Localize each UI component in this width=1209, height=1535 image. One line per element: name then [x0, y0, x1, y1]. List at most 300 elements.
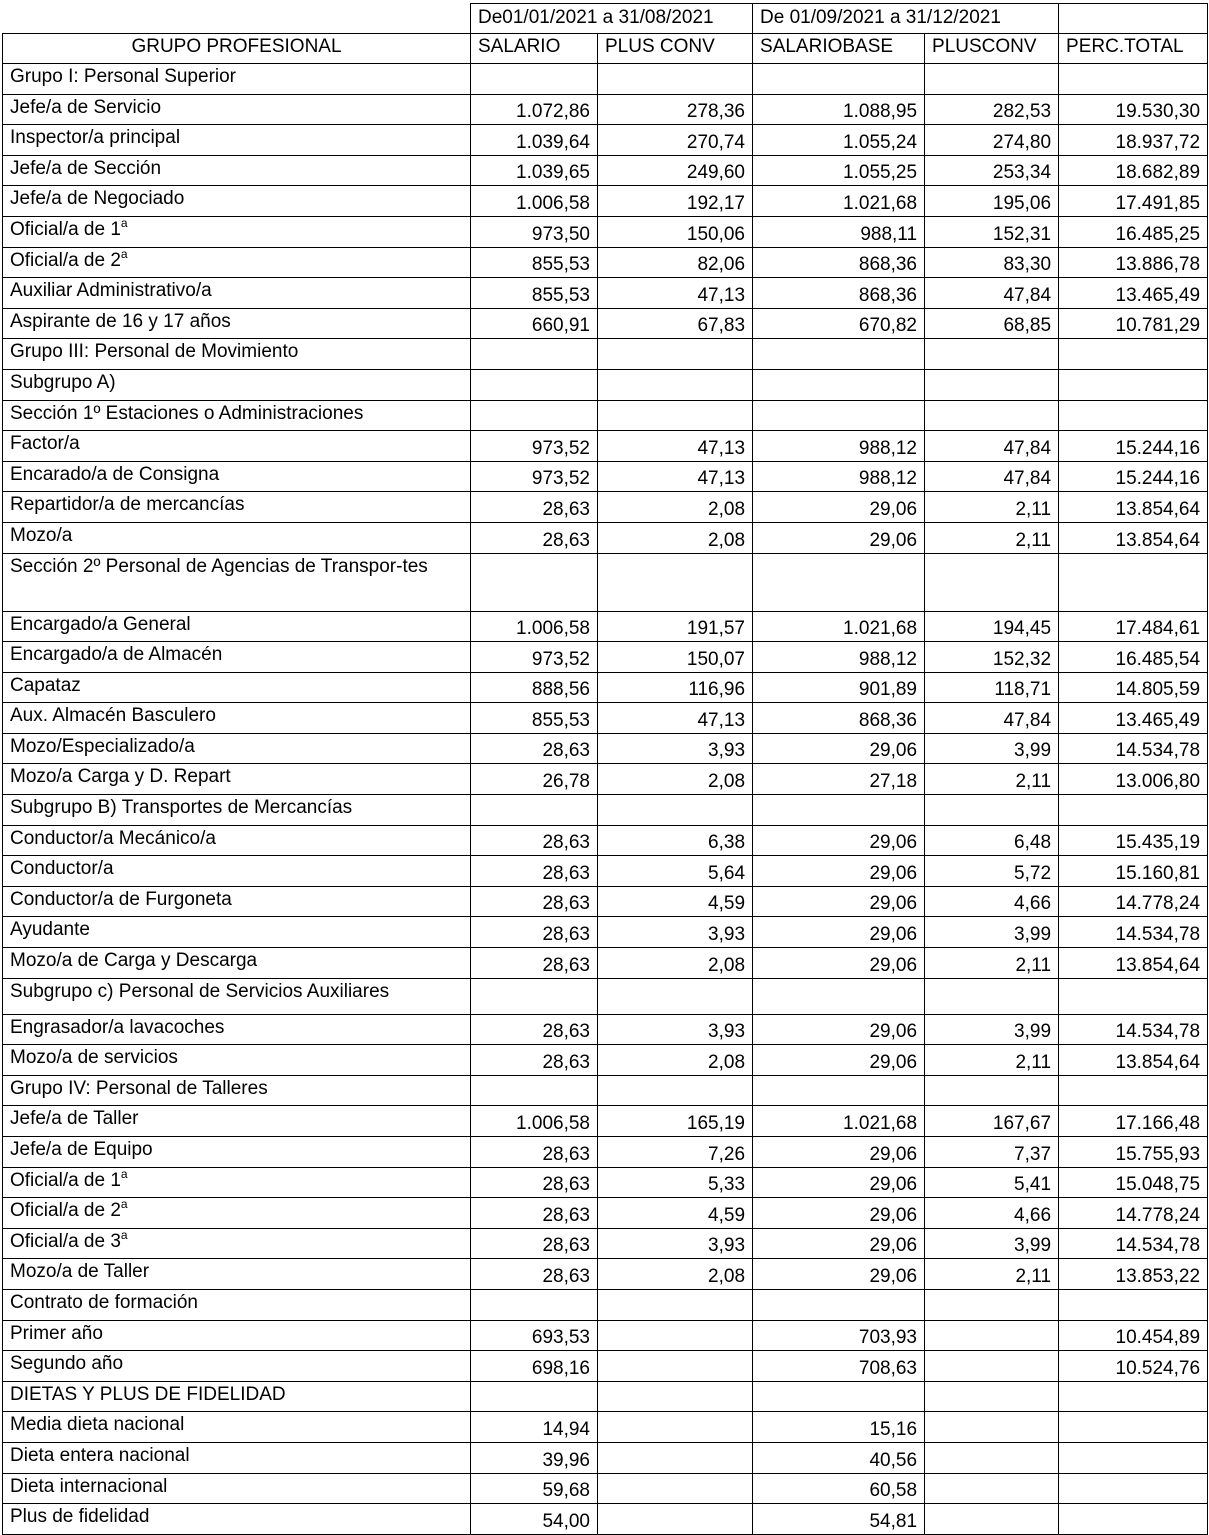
salario-cell: 39,96 — [471, 1442, 598, 1473]
plus-conv-cell — [598, 978, 753, 1014]
col-header-plus-conv: PLUS CONV — [598, 34, 753, 64]
plusconv-cell: 47,84 — [925, 278, 1059, 309]
plusconv-cell: 152,31 — [925, 216, 1059, 247]
salario-cell: 693,53 — [471, 1320, 598, 1351]
plusconv-cell: 2,11 — [925, 522, 1059, 553]
perc-total-cell: 13.854,64 — [1059, 522, 1208, 553]
table-row — [3, 917, 1208, 948]
category-label — [3, 1259, 471, 1290]
salario-base-cell — [753, 1289, 925, 1320]
label-text: Oficial/a de 1 — [10, 218, 121, 240]
plus-conv-cell: 47,13 — [598, 278, 753, 309]
label-text: Subgrupo A) — [10, 371, 116, 393]
plus-conv-cell: 191,57 — [598, 611, 753, 642]
plus-conv-cell: 2,08 — [598, 522, 753, 553]
table-row — [3, 125, 1208, 156]
ordinal-superscript: a — [120, 1228, 128, 1242]
perc-total-cell — [1059, 1504, 1208, 1535]
salario-base-cell — [753, 553, 925, 611]
salario-base-cell: 29,06 — [753, 856, 925, 887]
perc-total-cell: 15.160,81 — [1059, 856, 1208, 887]
plus-conv-cell — [598, 1473, 753, 1504]
salario-base-cell: 29,06 — [753, 1198, 925, 1229]
plusconv-cell — [925, 1473, 1059, 1504]
section-row — [3, 978, 1208, 1014]
perc-total-cell: 13.853,22 — [1059, 1259, 1208, 1290]
plusconv-cell: 2,11 — [925, 764, 1059, 795]
label-text: Dieta entera nacional — [10, 1444, 190, 1466]
section-label — [3, 795, 471, 826]
salario-cell: 1.006,58 — [471, 611, 598, 642]
section-label — [3, 369, 471, 400]
plusconv-cell — [925, 1412, 1059, 1443]
perc-total-cell: 14.778,24 — [1059, 1198, 1208, 1229]
salario-cell: 973,52 — [471, 431, 598, 462]
perc-total-cell: 13.854,64 — [1059, 1045, 1208, 1076]
plus-conv-cell: 2,08 — [598, 1045, 753, 1076]
plus-conv-cell: 150,07 — [598, 642, 753, 673]
salario-cell: 28,63 — [471, 492, 598, 523]
plus-conv-cell — [598, 64, 753, 95]
plusconv-cell: 68,85 — [925, 308, 1059, 339]
plus-conv-cell: 150,06 — [598, 216, 753, 247]
label-text: Contrato de formación — [10, 1291, 198, 1313]
section-row — [3, 553, 1208, 611]
plusconv-cell: 4,66 — [925, 886, 1059, 917]
table-row — [3, 1045, 1208, 1076]
salario-base-cell: 703,93 — [753, 1320, 925, 1351]
plus-conv-cell: 47,13 — [598, 431, 753, 462]
salario-cell: 28,63 — [471, 886, 598, 917]
salario-base-cell: 868,36 — [753, 247, 925, 278]
table-body — [3, 64, 1208, 1535]
plusconv-cell: 2,11 — [925, 1259, 1059, 1290]
salario-cell: 14,94 — [471, 1412, 598, 1443]
label-text: Jefe/a de Equipo — [10, 1139, 153, 1160]
label-text: Engrasador/a lavacoches — [10, 1016, 225, 1038]
table-row — [3, 1504, 1208, 1535]
table-row — [3, 1014, 1208, 1045]
perc-total-cell — [1059, 400, 1208, 431]
plus-conv-cell: 2,08 — [598, 764, 753, 795]
plusconv-cell: 47,84 — [925, 703, 1059, 734]
category-label — [3, 125, 471, 156]
salario-cell: 698,16 — [471, 1351, 598, 1382]
salario-cell: 1.039,65 — [471, 155, 598, 186]
salario-base-cell: 988,11 — [753, 216, 925, 247]
perc-total-cell: 14.534,78 — [1059, 733, 1208, 764]
section-row — [3, 369, 1208, 400]
plusconv-cell: 195,06 — [925, 186, 1059, 217]
perc-total-cell: 10.781,29 — [1059, 308, 1208, 339]
label-text: Segundo año — [10, 1353, 124, 1375]
perc-total-cell: 15.048,75 — [1059, 1167, 1208, 1198]
salario-cell — [471, 795, 598, 826]
perc-total-cell — [1059, 1289, 1208, 1320]
plusconv-cell: 6,48 — [925, 825, 1059, 856]
label-text: Conductor/a — [10, 858, 114, 880]
perc-total-cell — [1059, 795, 1208, 826]
plus-conv-cell — [598, 369, 753, 400]
perc-total-cell — [1059, 369, 1208, 400]
category-label — [3, 216, 471, 247]
table-row — [3, 1106, 1208, 1137]
perc-total-cell: 10.524,76 — [1059, 1351, 1208, 1382]
salario-cell: 888,56 — [471, 672, 598, 703]
category-label — [3, 703, 471, 734]
section-label — [3, 1289, 471, 1320]
salario-base-cell: 29,06 — [753, 917, 925, 948]
plus-conv-cell — [598, 1289, 753, 1320]
salario-cell — [471, 339, 598, 370]
salario-cell: 1.006,58 — [471, 1106, 598, 1137]
label-text: Jefe/a de Sección — [10, 157, 162, 179]
category-label — [3, 247, 471, 278]
salario-cell: 28,63 — [471, 733, 598, 764]
plus-conv-cell: 47,13 — [598, 461, 753, 492]
label-text: Oficial/a de 1 — [10, 1169, 121, 1191]
plus-conv-cell — [598, 553, 753, 611]
plusconv-cell: 118,71 — [925, 672, 1059, 703]
salario-base-cell: 988,12 — [753, 461, 925, 492]
salario-base-cell — [753, 1075, 925, 1106]
perc-total-cell: 17.166,48 — [1059, 1106, 1208, 1137]
salario-cell — [471, 1289, 598, 1320]
salario-cell — [471, 1381, 598, 1412]
section-row — [3, 400, 1208, 431]
salario-base-cell: 29,06 — [753, 948, 925, 979]
salario-base-cell: 1.021,68 — [753, 186, 925, 217]
section-label — [3, 400, 471, 431]
category-label — [3, 1045, 471, 1076]
category-label — [3, 1473, 471, 1504]
period2-header: De 01/09/2021 a 31/12/2021 — [753, 4, 1059, 34]
salario-base-cell: 60,58 — [753, 1473, 925, 1504]
plus-conv-cell — [598, 1412, 753, 1443]
perc-total-cell: 16.485,25 — [1059, 216, 1208, 247]
plusconv-cell: 5,72 — [925, 856, 1059, 887]
plusconv-cell: 3,99 — [925, 1228, 1059, 1259]
plusconv-cell: 167,67 — [925, 1106, 1059, 1137]
label-text: Capataz — [10, 674, 81, 696]
salario-base-cell — [753, 64, 925, 95]
salario-cell: 28,63 — [471, 917, 598, 948]
category-label — [3, 1412, 471, 1443]
salario-cell: 26,78 — [471, 764, 598, 795]
label-text: Oficial/a de 2 — [10, 249, 121, 271]
perc-total-cell — [1059, 1412, 1208, 1443]
table-row — [3, 1137, 1208, 1168]
plus-conv-cell: 5,33 — [598, 1167, 753, 1198]
label-text: Jefe/a de Negociado — [10, 188, 185, 210]
plus-conv-cell: 192,17 — [598, 186, 753, 217]
section-label — [3, 978, 471, 1014]
plusconv-cell: 83,30 — [925, 247, 1059, 278]
salario-cell: 855,53 — [471, 703, 598, 734]
plus-conv-cell: 249,60 — [598, 155, 753, 186]
salario-cell: 973,52 — [471, 642, 598, 673]
category-label — [3, 1198, 471, 1229]
salario-cell: 28,63 — [471, 1014, 598, 1045]
plus-conv-cell: 3,93 — [598, 1228, 753, 1259]
label-text: DIETAS Y PLUS DE FIDELIDAD — [10, 1383, 286, 1405]
plusconv-cell: 253,34 — [925, 155, 1059, 186]
perc-total-cell — [1059, 1075, 1208, 1106]
label-text: Jefe/a de Taller — [10, 1108, 139, 1130]
ordinal-superscript: a — [120, 1197, 128, 1212]
label-text: Encargado/a General — [10, 613, 191, 635]
perc-total-cell: 15.244,16 — [1059, 461, 1208, 492]
table-row — [3, 1228, 1208, 1259]
perc-total-cell — [1059, 1442, 1208, 1473]
salario-base-cell: 29,06 — [753, 733, 925, 764]
salario-base-cell: 29,06 — [753, 1259, 925, 1290]
plus-conv-cell: 7,26 — [598, 1137, 753, 1168]
perc-total-cell: 14.534,78 — [1059, 1228, 1208, 1259]
salario-base-cell: 15,16 — [753, 1412, 925, 1443]
section-label — [3, 339, 471, 370]
plusconv-cell: 2,11 — [925, 492, 1059, 523]
table-row — [3, 856, 1208, 887]
label-text: Conductor/a Mecánico/a — [10, 827, 216, 849]
salario-cell: 28,63 — [471, 1228, 598, 1259]
table-row — [3, 1473, 1208, 1504]
salario-cell: 855,53 — [471, 278, 598, 309]
plus-conv-cell: 3,93 — [598, 1014, 753, 1045]
category-label — [3, 948, 471, 979]
salario-base-cell: 1.088,95 — [753, 94, 925, 125]
salario-base-cell — [753, 400, 925, 431]
label-text: Repartidor/a de mercancías — [10, 494, 245, 516]
salario-cell — [471, 1075, 598, 1106]
salario-cell: 28,63 — [471, 856, 598, 887]
table-row — [3, 431, 1208, 462]
plus-conv-cell: 3,93 — [598, 733, 753, 764]
perc-total-cell: 15.244,16 — [1059, 431, 1208, 462]
salario-cell: 28,63 — [471, 1167, 598, 1198]
plus-conv-cell — [598, 1075, 753, 1106]
salario-cell: 855,53 — [471, 247, 598, 278]
category-label — [3, 1442, 471, 1473]
plus-conv-cell: 165,19 — [598, 1106, 753, 1137]
table-row — [3, 308, 1208, 339]
perc-total-cell — [1059, 553, 1208, 611]
category-label — [3, 1504, 471, 1535]
salario-cell: 28,63 — [471, 1259, 598, 1290]
label-text: Conductor/a de Furgoneta — [10, 888, 232, 910]
plusconv-cell: 2,11 — [925, 948, 1059, 979]
table-row — [3, 247, 1208, 278]
salario-base-cell: 29,06 — [753, 1167, 925, 1198]
perc-total-cell: 10.454,89 — [1059, 1320, 1208, 1351]
perc-total-cell: 13.006,80 — [1059, 764, 1208, 795]
perc-total-cell: 14.805,59 — [1059, 672, 1208, 703]
plus-conv-cell: 270,74 — [598, 125, 753, 156]
section-label — [3, 64, 471, 95]
plus-conv-cell: 3,93 — [598, 917, 753, 948]
plus-conv-cell — [598, 1351, 753, 1382]
ordinal-superscript: a — [120, 247, 128, 261]
category-label — [3, 1320, 471, 1351]
empty-header-cell — [1059, 4, 1208, 34]
category-label — [3, 642, 471, 673]
plus-conv-cell: 82,06 — [598, 247, 753, 278]
label-text: Primer año — [10, 1322, 103, 1344]
perc-total-cell: 18.937,72 — [1059, 125, 1208, 156]
perc-total-cell: 14.534,78 — [1059, 917, 1208, 948]
category-label — [3, 886, 471, 917]
plusconv-cell — [925, 1075, 1059, 1106]
col-header-salario-base: SALARIOBASE — [753, 34, 925, 64]
label-text: Aspirante de 16 y 17 años — [10, 310, 231, 332]
salario-cell: 28,63 — [471, 825, 598, 856]
col-header-grupo-profesional: GRUPO PROFESIONAL — [3, 34, 471, 64]
plusconv-cell: 3,99 — [925, 733, 1059, 764]
label-text: Auxiliar Administrativo/a — [10, 280, 212, 302]
table-row — [3, 1412, 1208, 1443]
plusconv-cell — [925, 795, 1059, 826]
period1-header: De01/01/2021 a 31/08/2021 — [471, 4, 753, 34]
category-label — [3, 155, 471, 186]
category-label — [3, 611, 471, 642]
table-row — [3, 672, 1208, 703]
label-text: Mozo/a Carga y D. Repart — [10, 766, 231, 788]
salario-base-cell: 29,06 — [753, 492, 925, 523]
category-label — [3, 308, 471, 339]
section-row — [3, 64, 1208, 95]
plusconv-cell: 2,11 — [925, 1045, 1059, 1076]
salario-cell: 1.072,86 — [471, 94, 598, 125]
salario-base-cell: 29,06 — [753, 1228, 925, 1259]
salario-cell: 28,63 — [471, 1198, 598, 1229]
perc-total-cell: 18.682,89 — [1059, 155, 1208, 186]
plusconv-cell — [925, 339, 1059, 370]
label-text: Encarado/a de Consigna — [10, 463, 220, 485]
section-label — [3, 1075, 471, 1106]
salario-base-cell: 868,36 — [753, 278, 925, 309]
section-row — [3, 1289, 1208, 1320]
category-label — [3, 1351, 471, 1382]
table-row — [3, 948, 1208, 979]
salario-base-cell: 708,63 — [753, 1351, 925, 1382]
perc-total-cell — [1059, 1473, 1208, 1504]
salario-base-cell: 29,06 — [753, 1045, 925, 1076]
table-row — [3, 155, 1208, 186]
category-label — [3, 856, 471, 887]
salario-cell — [471, 369, 598, 400]
plus-conv-cell: 116,96 — [598, 672, 753, 703]
section-label — [3, 1381, 471, 1412]
perc-total-cell: 13.465,49 — [1059, 278, 1208, 309]
category-label — [3, 1228, 471, 1259]
salario-cell: 1.039,64 — [471, 125, 598, 156]
salario-base-cell: 29,06 — [753, 1014, 925, 1045]
salario-cell — [471, 400, 598, 431]
salario-base-cell: 1.021,68 — [753, 611, 925, 642]
category-label — [3, 825, 471, 856]
label-text: Media dieta nacional — [10, 1414, 185, 1436]
plus-conv-cell — [598, 1442, 753, 1473]
salario-base-cell: 670,82 — [753, 308, 925, 339]
plusconv-cell — [925, 1320, 1059, 1351]
perc-total-cell: 17.484,61 — [1059, 611, 1208, 642]
table-row — [3, 764, 1208, 795]
label-text: Oficial/a de 2 — [10, 1200, 121, 1222]
plusconv-cell: 7,37 — [925, 1137, 1059, 1168]
plusconv-cell: 47,84 — [925, 431, 1059, 462]
table-row — [3, 278, 1208, 309]
plusconv-cell — [925, 1442, 1059, 1473]
category-label — [3, 733, 471, 764]
col-header-perc-total: PERC.TOTAL — [1059, 34, 1208, 64]
salario-base-cell: 29,06 — [753, 1137, 925, 1168]
label-text: Dieta internacional — [10, 1475, 168, 1497]
perc-total-cell: 17.491,85 — [1059, 186, 1208, 217]
perc-total-cell — [1059, 1381, 1208, 1412]
plusconv-cell: 194,45 — [925, 611, 1059, 642]
label-text: Plus de fidelidad — [10, 1506, 150, 1528]
category-label — [3, 278, 471, 309]
plus-conv-cell: 47,13 — [598, 703, 753, 734]
salary-table — [2, 3, 1208, 1535]
perc-total-cell: 13.465,49 — [1059, 703, 1208, 734]
salario-base-cell: 29,06 — [753, 886, 925, 917]
plus-conv-cell — [598, 1381, 753, 1412]
section-row — [3, 1075, 1208, 1106]
salario-base-cell: 40,56 — [753, 1442, 925, 1473]
plus-conv-cell: 2,08 — [598, 1259, 753, 1290]
label-text: Inspector/a principal — [10, 127, 181, 149]
plusconv-cell — [925, 1289, 1059, 1320]
salario-base-cell: 1.021,68 — [753, 1106, 925, 1137]
section-row — [3, 795, 1208, 826]
label-text: Sección 1º Estaciones o Administraciones — [10, 402, 364, 424]
table-row — [3, 1167, 1208, 1198]
plus-conv-cell — [598, 1504, 753, 1535]
table-row — [3, 642, 1208, 673]
salario-base-cell: 1.055,25 — [753, 155, 925, 186]
section-label — [3, 553, 471, 611]
label-text: Oficial/a de 3 — [10, 1230, 121, 1252]
plusconv-cell — [925, 978, 1059, 1014]
salario-cell — [471, 64, 598, 95]
label-text: Ayudante — [10, 919, 90, 941]
label-text: Encargado/a de Almacén — [10, 644, 223, 666]
period-header-row — [3, 4, 1208, 34]
table-row — [3, 1351, 1208, 1382]
table-row — [3, 522, 1208, 553]
perc-total-cell: 14.778,24 — [1059, 886, 1208, 917]
perc-total-cell: 13.854,64 — [1059, 492, 1208, 523]
category-label — [3, 431, 471, 462]
label-text: Jefe/a de Servicio — [10, 96, 162, 118]
plusconv-cell — [925, 400, 1059, 431]
perc-total-cell: 15.435,19 — [1059, 825, 1208, 856]
label-text: Mozo/Especializado/a — [10, 735, 195, 757]
table-row — [3, 94, 1208, 125]
label-text: Subgrupo B) Transportes de Mercancías — [10, 797, 353, 819]
plus-conv-cell: 67,83 — [598, 308, 753, 339]
plusconv-cell — [925, 1351, 1059, 1382]
label-text: Subgrupo c) Personal de Servicios Auxiliares — [10, 980, 390, 1002]
salario-base-cell: 988,12 — [753, 431, 925, 462]
table-row — [3, 216, 1208, 247]
category-label — [3, 1137, 471, 1168]
table-row — [3, 186, 1208, 217]
table-row — [3, 492, 1208, 523]
category-label — [3, 672, 471, 703]
salario-base-cell: 29,06 — [753, 522, 925, 553]
